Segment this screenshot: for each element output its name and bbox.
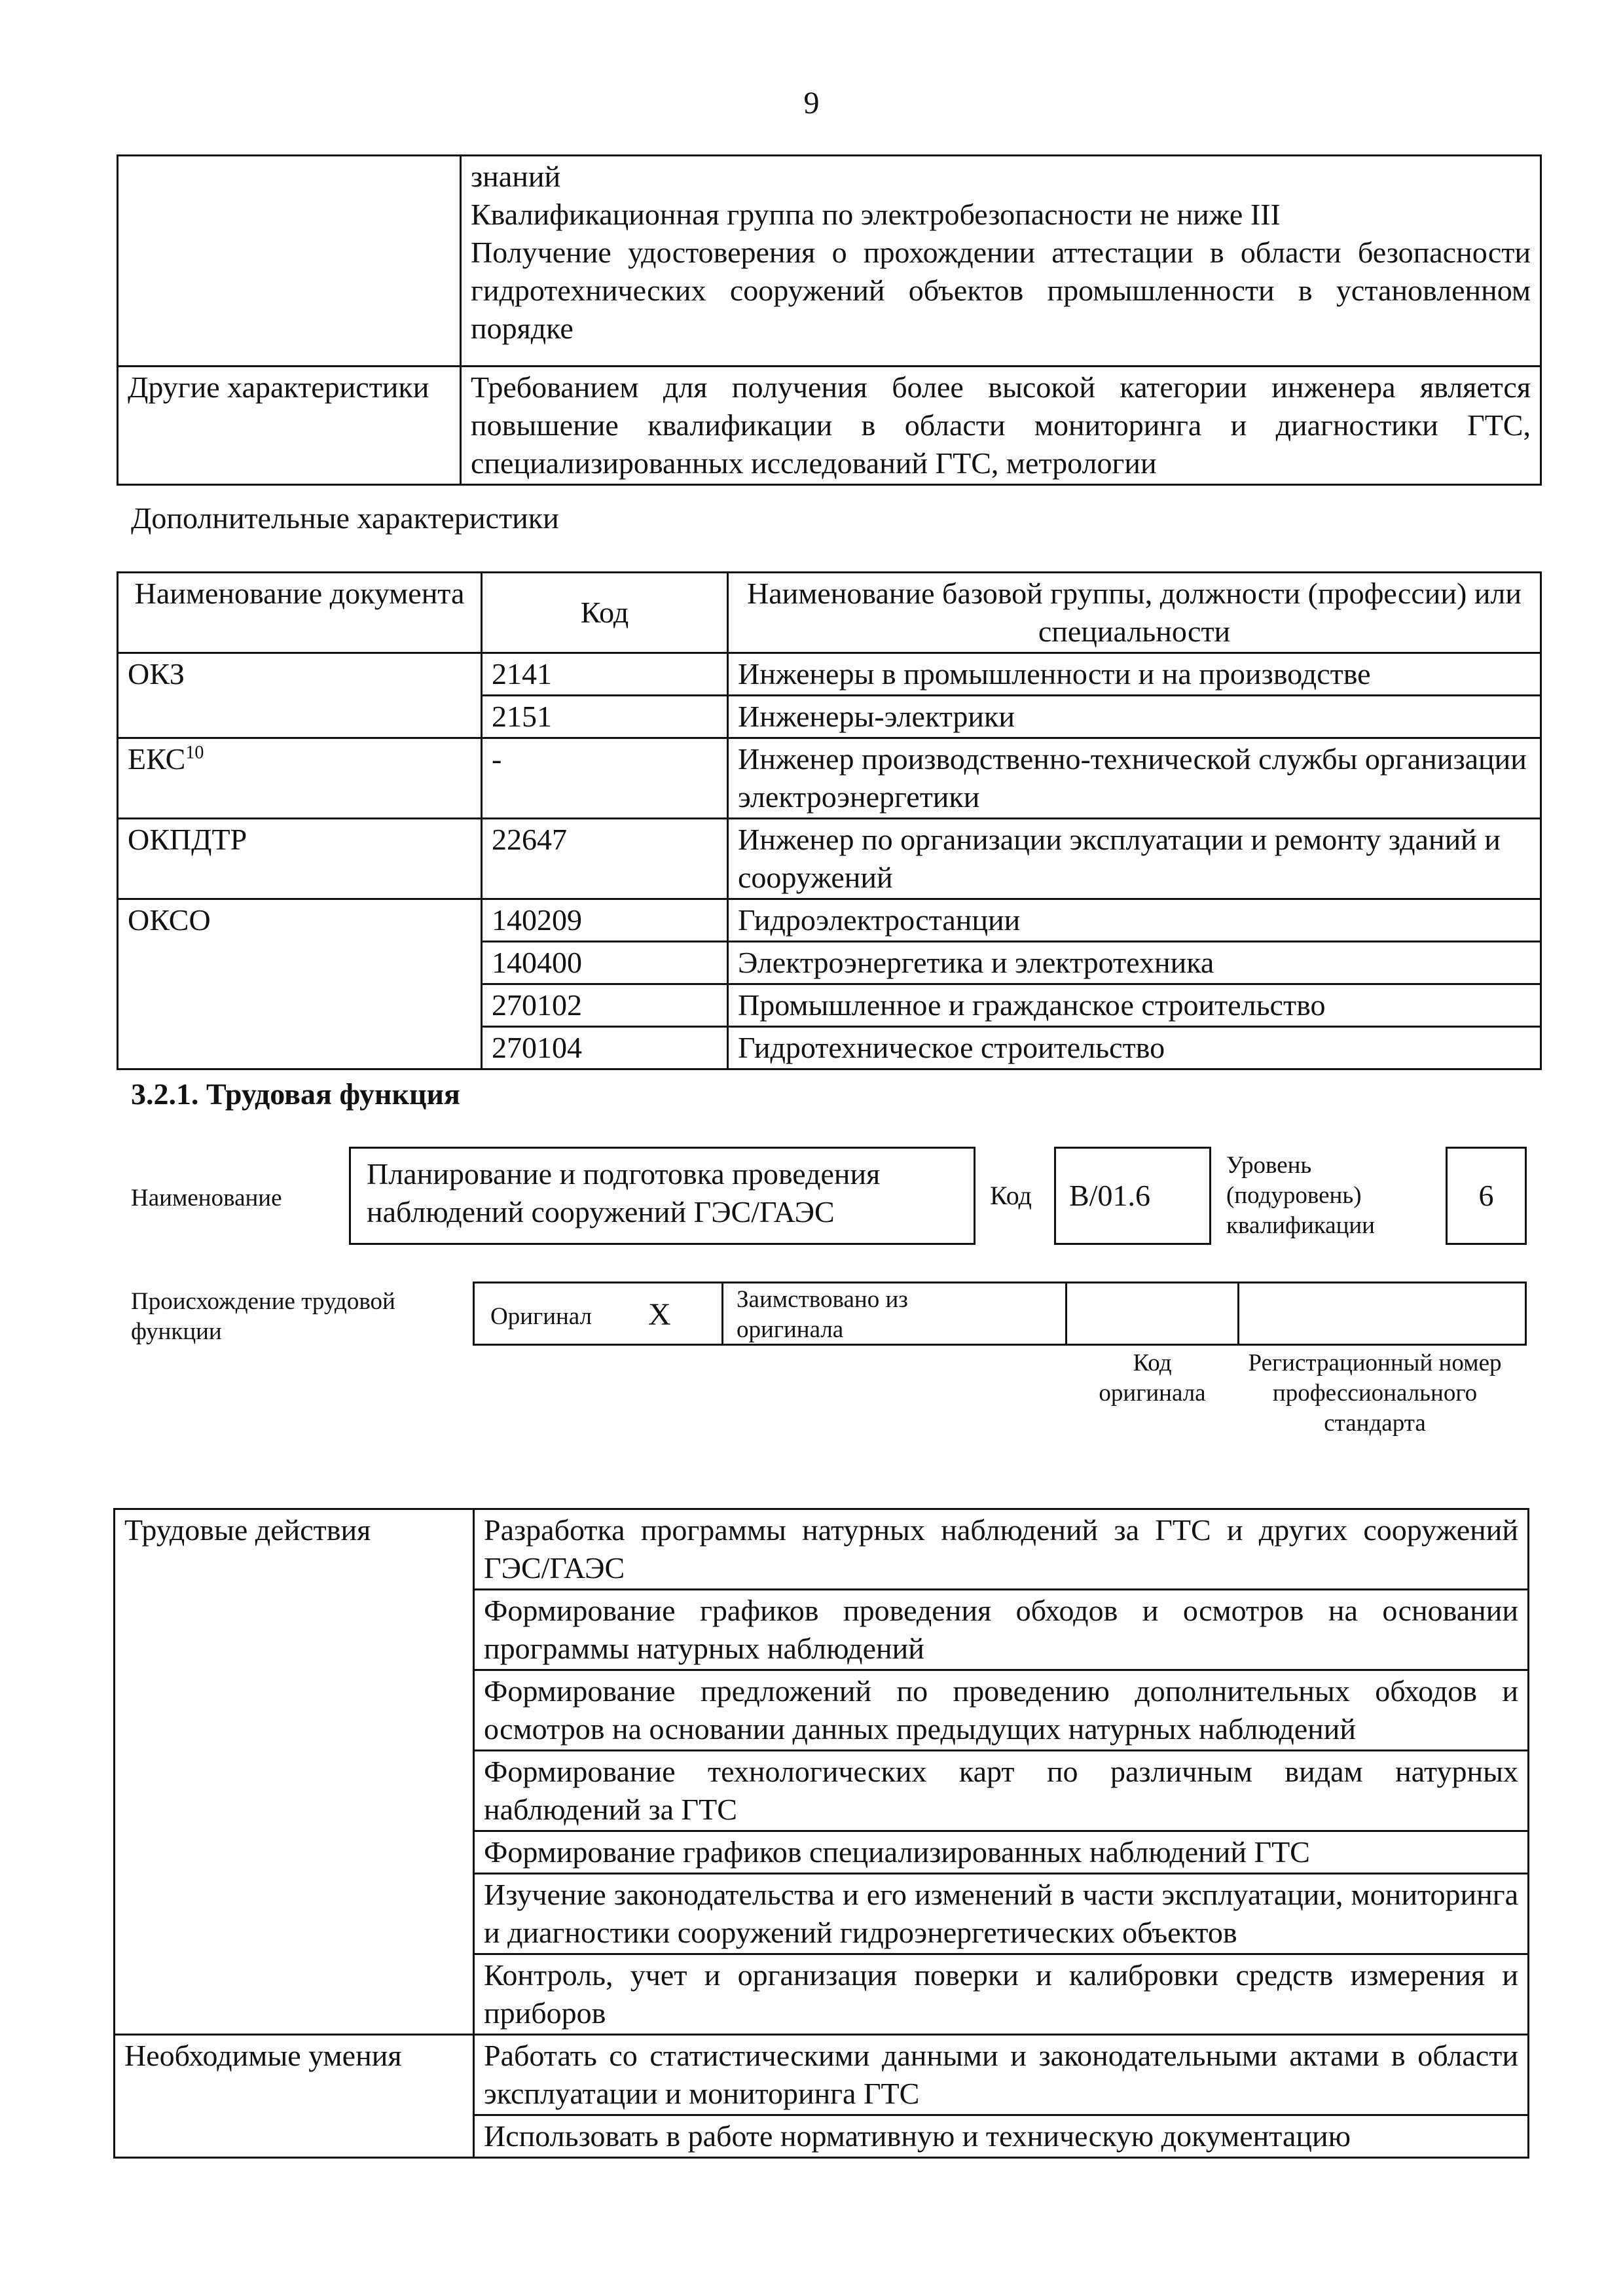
requirement-line: Получение удостоверения о прохождении аттестации в области безопасности гидротехнических сооружений объектов промышленности в установленном порядке <box>471 236 1531 345</box>
table-row <box>118 653 1541 696</box>
level-label: Уровень (подуровень) квалификации <box>1226 1152 1375 1239</box>
page-number: 9 <box>803 86 820 120</box>
table-row <box>118 899 1541 942</box>
name-cell: Гидротехническое строительство <box>728 1027 1541 1069</box>
doc-cell: ОКПДТР <box>118 819 482 899</box>
required-skills-label: Необходимые умения <box>115 2035 474 2158</box>
name-cell: Промышленное и гражданское строительство <box>728 984 1541 1027</box>
code-cell: 270104 <box>482 1027 728 1069</box>
labor-function-heading: 3.2.1. Трудовая функция <box>131 1077 460 1111</box>
code-cell: 22647 <box>482 819 728 899</box>
table-header-row <box>118 573 1541 653</box>
table-row <box>115 1509 1529 1590</box>
table-row <box>118 942 1541 984</box>
code-cell: 2151 <box>482 696 728 738</box>
table-row <box>118 696 1541 738</box>
function-name-box <box>349 1147 976 1245</box>
labor-action: Формирование предложений по проведению дополнительных обходов и осмотров на основании данных предыдущих натурных наблюдений <box>474 1670 1529 1751</box>
name-cell: Инженеры-электрики <box>728 696 1541 738</box>
table-cell-empty <box>118 156 461 367</box>
doc-cell <box>118 738 482 819</box>
code-cell: 140400 <box>482 942 728 984</box>
divider <box>1237 1283 1239 1344</box>
table-row <box>118 819 1541 899</box>
labor-actions-label: Трудовые действия <box>115 1509 474 2035</box>
code-cell: 140209 <box>482 899 728 942</box>
header-code: Код <box>482 573 728 653</box>
table-cell-requirements <box>461 156 1541 367</box>
name-cell: Гидроэлектростанции <box>728 899 1541 942</box>
name-cell: Инженеры в промышленности и на производстве <box>728 653 1541 696</box>
code-label: Код <box>990 1181 1032 1210</box>
name-label: Наименование <box>131 1185 282 1211</box>
other-characteristics-text: Требованием для получения более высокой категории инженера является повышение квалификации в области мониторинга и диагностики ГТС, специализированных исследований ГТС, метрологии <box>461 367 1541 485</box>
labor-action: Контроль, учет и организация поверки и калибровки средств измерения и приборов <box>474 1954 1529 2035</box>
additional-characteristics-table <box>117 571 1542 1070</box>
code-cell: 2141 <box>482 653 728 696</box>
original-mark: X <box>648 1297 671 1332</box>
labor-action: Изучение законодательства и его изменений в части эксплуатации, мониторинга и диагностики сооружений гидроэнергетических объектов <box>474 1874 1529 1954</box>
doc-name: ЕКС <box>128 742 186 776</box>
origin-label: Происхождение трудовой функции <box>131 1288 395 1345</box>
code-cell: 270102 <box>482 984 728 1027</box>
doc-cell <box>118 1027 482 1069</box>
level-value: 6 <box>1478 1179 1494 1212</box>
doc-cell <box>118 984 482 1027</box>
additional-characteristics-heading: Дополнительные характеристики <box>131 501 559 535</box>
table-row <box>118 738 1541 819</box>
name-cell: Инженер производственно-технической службы организации электроэнергетики <box>728 738 1541 819</box>
function-name: Планирование и подготовка проведения наблюдений сооружений ГЭС/ГАЭС <box>367 1157 881 1229</box>
labor-action: Разработка программы натурных наблюдений за ГТС и других сооружений ГЭС/ГАЭС <box>474 1509 1529 1590</box>
doc-cell: ОКСО <box>118 899 482 942</box>
labor-actions-table <box>113 1508 1529 2159</box>
requirement-line: знаний <box>471 160 561 193</box>
registration-number-caption: Регистрационный номер профессионального стандарта <box>1248 1350 1502 1437</box>
divider <box>1065 1283 1067 1344</box>
requirement-line: Квалификационная группа по электробезопасности не ниже III <box>471 198 1281 231</box>
original-label: Оригинал <box>490 1303 593 1330</box>
labor-action: Формирование технологических карт по различным видам натурных наблюдений за ГТС <box>474 1751 1529 1831</box>
function-code: B/01.6 <box>1069 1179 1150 1212</box>
doc-cell <box>118 942 482 984</box>
header-name: Наименование базовой группы, должности (профессии) или специальности <box>728 573 1541 653</box>
doc-cell: ОКЗ <box>118 653 482 696</box>
labor-action: Формирование графиков специализированных наблюдений ГТС <box>474 1831 1529 1874</box>
code-original-caption: Код оригинала <box>1099 1350 1206 1407</box>
level-box <box>1446 1147 1527 1245</box>
origin-row <box>473 1282 1527 1346</box>
table-row <box>118 1027 1541 1069</box>
footnote-ref: 10 <box>185 742 204 763</box>
table-row <box>115 2035 1529 2115</box>
header-document: Наименование документа <box>118 573 482 653</box>
name-cell: Электроэнергетика и электротехника <box>728 942 1541 984</box>
table-row <box>118 984 1541 1027</box>
name-cell: Инженер по организации эксплуатации и ремонту зданий и сооружений <box>728 819 1541 899</box>
labor-action: Формирование графиков проведения обходов и осмотров на основании программы натурных наблюдений <box>474 1590 1529 1670</box>
code-cell: - <box>482 738 728 819</box>
doc-cell <box>118 696 482 738</box>
qualification-table <box>117 154 1542 486</box>
function-code-box <box>1054 1147 1211 1245</box>
other-characteristics-label: Другие характеристики <box>118 367 461 485</box>
table-row <box>118 156 1541 367</box>
divider <box>721 1283 723 1344</box>
required-skill: Работать со статистическими данными и законодательными актами в области эксплуатации и мониторинга ГТС <box>474 2035 1529 2115</box>
table-row <box>118 367 1541 485</box>
required-skill: Использовать в работе нормативную и техническую документацию <box>474 2115 1529 2158</box>
borrowed-label: Заимствовано из оригинала <box>737 1286 908 1343</box>
